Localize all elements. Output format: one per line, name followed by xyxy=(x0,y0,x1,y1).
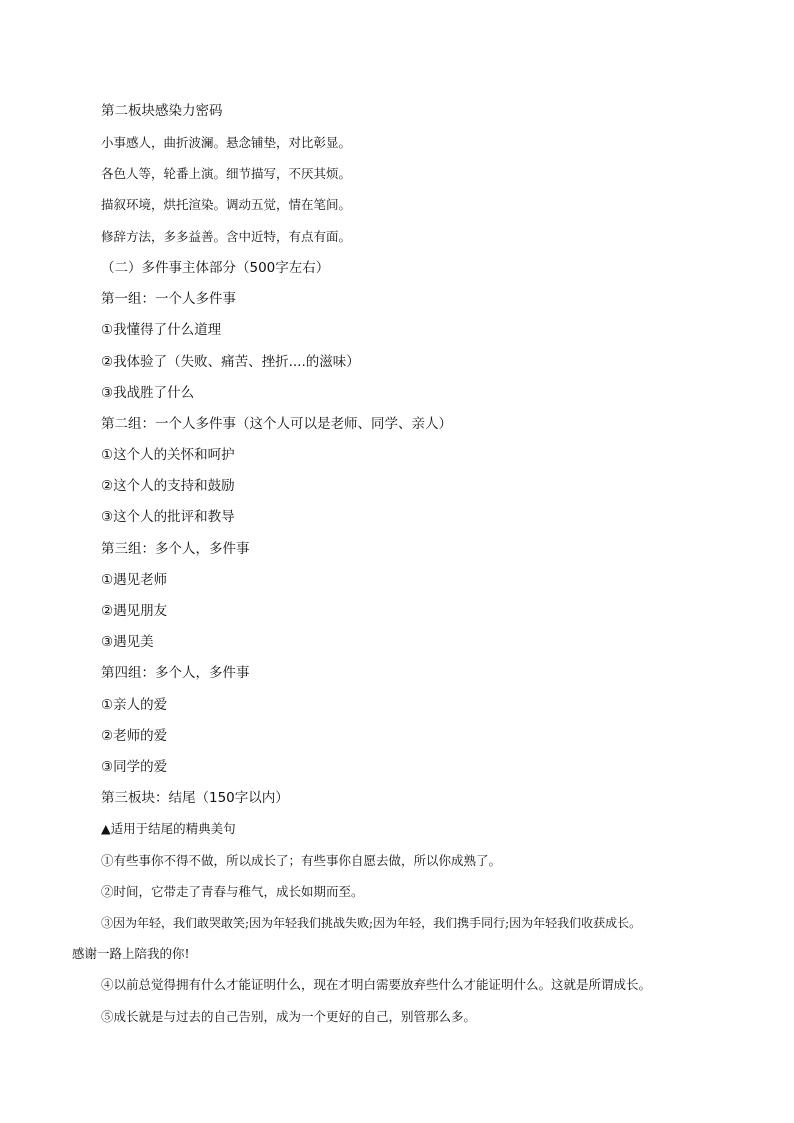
ending-sentence-4: ④以前总觉得拥有什么才能证明什么，现在才明白需要放弃些什么才能证明什么。这就是所谓成长。 xyxy=(101,977,652,992)
group-1-item-2: ②我体验了（失败、痛苦、挫折....的滋味） xyxy=(101,354,360,370)
group-2-title: 第二组：一个人多件事（这个人可以是老师、同学、亲人） xyxy=(101,416,452,432)
group-1-item-3: ③我战胜了什么 xyxy=(101,385,195,401)
group-4-item-3: ③同学的爱 xyxy=(101,759,168,775)
ending-sentence-1: ①有些事你不得不做，所以成长了；有些事你自愿去做，所以你成熟了。 xyxy=(101,853,502,868)
group-3-item-2: ②遇见朋友 xyxy=(101,603,168,619)
section2-line-4: 修辞方法，多多益善。含中近特，有点有面。 xyxy=(101,229,352,244)
group-1-title: 第一组：一个人多件事 xyxy=(101,291,236,307)
ending-sentence-2: ②时间，它带走了青春与稚气，成长如期而至。 xyxy=(101,884,364,899)
section3-title: 第三板块：结尾（150字以内） xyxy=(101,790,289,806)
section3-subtitle: ▲适用于结尾的精典美句 xyxy=(101,821,236,836)
group-2-item-1: ①这个人的关怀和呵护 xyxy=(101,447,235,463)
group-3-item-1: ①遇见老师 xyxy=(101,572,168,588)
group-2-item-2: ②这个人的支持和鼓励 xyxy=(101,478,235,494)
group-3-item-3: ③遇见美 xyxy=(101,634,154,650)
section2-title: 第二板块感染力密码 xyxy=(101,103,223,119)
ending-sentence-5: ⑤成长就是与过去的自己告别，成为一个更好的自己，别管那么多。 xyxy=(101,1009,477,1024)
ending-sentence-3-continuation: 感谢一路上陪我的你! xyxy=(72,946,190,961)
group-3-title: 第三组：多个人，多件事 xyxy=(101,541,250,557)
group-2-item-3: ③这个人的批评和教导 xyxy=(101,509,235,525)
group-1-item-1: ①我懂得了什么道理 xyxy=(101,322,222,338)
section2-line-1: 小事感人，曲折波澜。悬念铺垫，对比彰显。 xyxy=(101,135,352,150)
ending-sentence-3: ③因为年轻，我们敢哭敢笑;因为年轻我们挑战失败;因为年轻，我们携手同行;因为年轻我们收获成长。 xyxy=(101,916,642,930)
body-part-heading: （二）多件事主体部分（500字左右） xyxy=(101,260,330,276)
group-4-item-2: ②老师的爱 xyxy=(101,728,168,744)
group-4-item-1: ①亲人的爱 xyxy=(101,697,168,713)
section2-line-2: 各色人等，轮番上演。细节描写，不厌其烦。 xyxy=(101,166,352,181)
group-4-title: 第四组：多个人，多件事 xyxy=(101,665,250,681)
section2-line-3: 描叙环境，烘托渲染。调动五觉，情在笔间。 xyxy=(101,197,352,212)
